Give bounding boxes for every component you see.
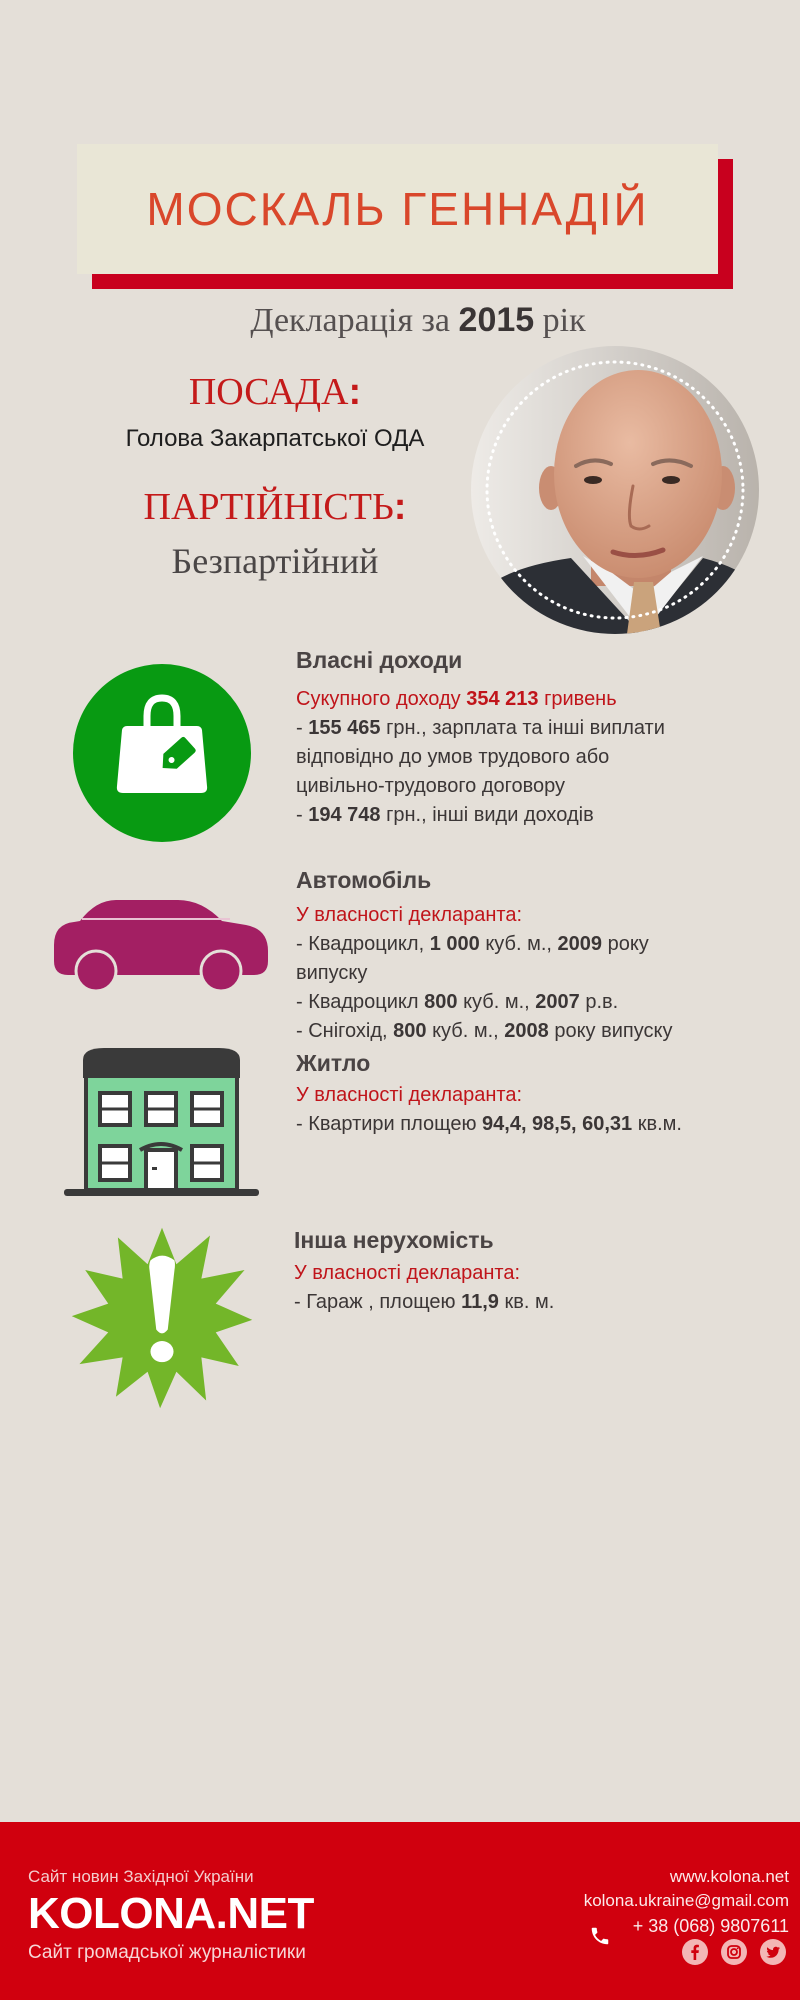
housing-line-text: - Квартири площею [296,1113,483,1135]
income-line [296,772,665,801]
other-owner-text: У власності декларанта: [294,1262,521,1284]
position-label-colon: : [348,371,362,413]
housing-line-text: кв.м. [632,1113,682,1135]
house-icon [64,1046,259,1196]
portrait-photo [471,346,759,634]
other-property-title: Інша нерухомість [294,1227,494,1253]
car-line [296,930,672,959]
declaration-heading [218,300,618,341]
declaration-suffix: рік [534,302,586,339]
footer [0,1822,800,2000]
income-total-unit: гривень [538,688,617,710]
house-door [146,1150,176,1190]
car-line-text: року [602,933,649,955]
income-line-text: - [296,717,309,739]
housing-areas: 94,4, 98,5, 60,31 [482,1113,633,1135]
car-line [296,988,672,1017]
car-engine-volume: 800 [424,991,458,1013]
income-title: Власні доходи [296,647,463,673]
footer-phone: + 38 (068) 9807611 [632,1916,789,1936]
income-line-text: цивільно-трудового договору [296,775,566,797]
position-label-text: ПОСАДА [188,371,349,413]
car-line-text: куб. м., [457,991,536,1013]
housing-owner-line [296,1081,682,1110]
footer-subtitle: Сайт громадської журналістики [28,1942,306,1963]
income-total-amount: 354 213 [466,688,539,710]
car-engine-volume: 800 [393,1020,427,1042]
car-owner-text: У власності декларанта: [296,904,523,926]
income-line [296,743,665,772]
car-line-text: куб. м., [479,933,558,955]
income-amount: 155 465 [308,717,381,739]
income-line [296,714,665,743]
car-owner-line [296,901,672,930]
car-wheel-rear [201,951,241,991]
housing-owner-text: У власності декларанта: [296,1084,523,1106]
party-label [60,482,490,532]
footer-brand-logo: KOLONA.NET [28,1889,314,1938]
garage-area: 11,9 [461,1291,499,1313]
portrait-eye-right [662,476,680,484]
other-property-line [294,1288,554,1317]
car-icon [54,897,268,993]
income-line-text: грн., зарплата та інші виплати [380,717,665,739]
car-line [296,1017,672,1046]
party-label-text: ПАРТІЙНІСТЬ [143,486,394,528]
car-wheel-front [76,951,116,991]
car-line-text: - Снігохід, [296,1020,394,1042]
footer-email: kolona.ukraine@gmail.com [583,1891,789,1910]
person-name: МОСКАЛЬ ГЕННАДІЙ [146,183,649,235]
declaration-year: 2015 [458,301,535,339]
footer-tagline: Сайт новин Західної України [28,1867,254,1886]
car-year: 2008 [504,1020,549,1042]
car-title: Автомобіль [296,867,432,893]
housing-title: Житло [296,1050,371,1076]
other-line-text: - Гараж , площею [294,1291,462,1313]
housing-line [296,1110,682,1139]
income-total-text: Сукупного доходу [296,688,467,710]
shopping-bag-icon [73,664,251,842]
car-line [296,959,672,988]
car-engine-volume: 1 000 [429,933,480,955]
phone-icon [589,1925,611,1947]
income-line [296,801,665,830]
portrait-eye-left [584,476,602,484]
other-line-text: кв. м. [498,1291,555,1313]
portrait-head [554,370,722,578]
exclamation-burst-icon [66,1222,258,1414]
income-line-text: грн., інші види доходів [380,804,594,826]
car-line-text: р.в. [579,991,619,1013]
title-banner [77,144,718,274]
position-value: Голова Закарпатської ОДА [125,425,425,452]
other-owner-line [294,1259,554,1288]
party-value: Безпартійний [171,541,379,581]
declaration-prefix: Декларація за [250,302,459,339]
car-year: 2007 [535,991,580,1013]
income-line-text: - [296,804,309,826]
car-line-text: року випуску [548,1020,673,1042]
car-line-text: випуску [296,962,368,984]
party-label-colon: : [393,486,407,528]
car-line-text: - Квадроцикл, [296,933,430,955]
twitter-icon[interactable] [760,1939,786,1965]
footer-website: www.kolona.net [669,1867,789,1886]
car-year: 2009 [557,933,603,955]
bag-body [117,726,207,793]
instagram-icon[interactable] [721,1939,747,1965]
house-roof [83,1048,240,1078]
income-details [296,685,665,830]
car-line-text: - Квадроцикл [296,991,425,1013]
income-total-line [296,685,665,714]
facebook-icon[interactable] [682,1939,708,1965]
income-amount: 194 748 [308,804,381,826]
exclamation-dot [150,1341,173,1362]
housing-details [296,1081,682,1139]
position-label [60,367,490,417]
car-details [296,901,672,1046]
other-property-details [294,1259,554,1317]
car-line-text: куб. м., [426,1020,505,1042]
income-line-text: відповідно до умов трудового або [296,746,610,768]
